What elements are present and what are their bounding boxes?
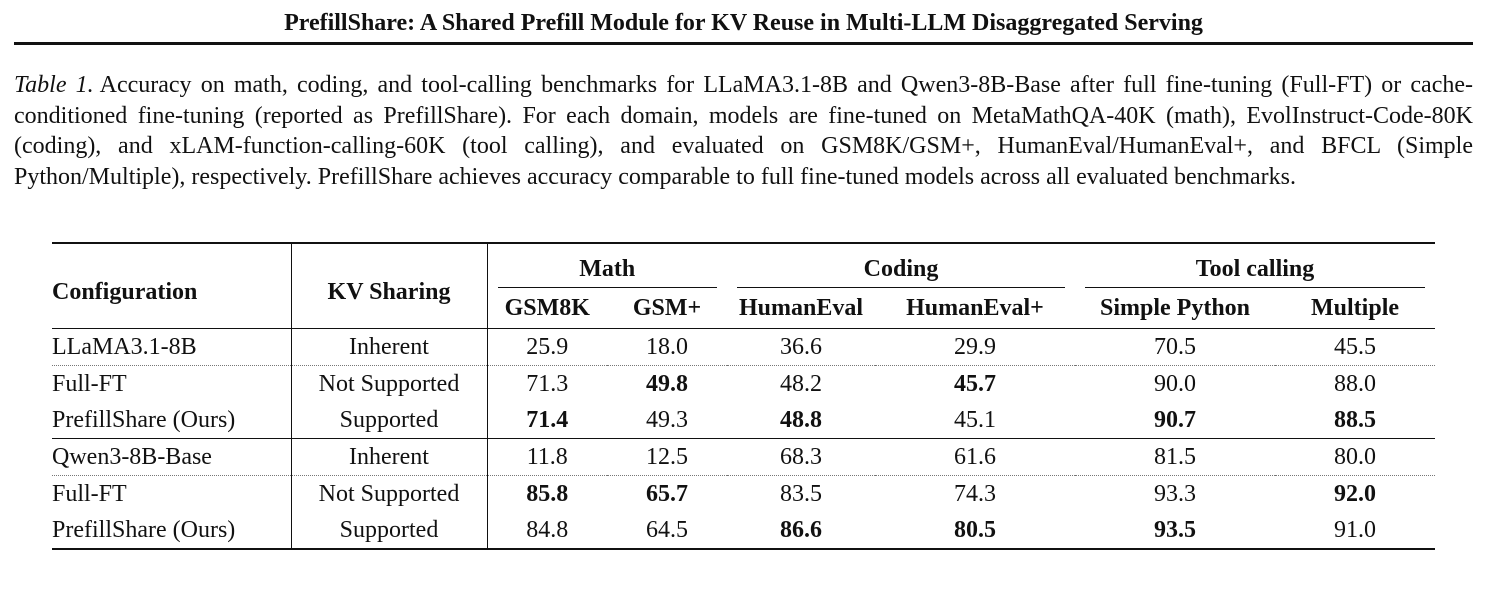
caption-text: Accuracy on math, coding, and tool-calling benchmarks for LLaMA3.1-8B and Qwen3-8B-Base after full fine-tuning (Full-FT) or cache-conditioned fine-tuning (reported as PrefillShare). For each domain, models are fine-tuned on MetaMathQA-40K (math), EvolInstruct-Code-80K (coding), and xLAM-function-calling-60K (tool calling), and evaluated on GSM8K/GSM+, HumanEval/HumanEval+, and BFCL (Simple Python/Multiple), respectively. PrefillShare achieves accuracy comparable to full fine-tuned models across all evaluated benchmarks.: [14, 72, 1473, 190]
cell-value: 45.7: [875, 366, 1075, 403]
cell-value: 81.5: [1075, 439, 1275, 476]
table-row: [52, 439, 1435, 476]
header-group-tool-calling: Tool calling: [1075, 243, 1435, 288]
cell-value: 45.1: [954, 406, 996, 433]
cell-configuration: PrefillShare (Ours): [52, 512, 291, 549]
cell-configuration: LLaMA3.1-8B: [52, 329, 291, 366]
table-row: [52, 402, 1435, 439]
table-caption: [14, 70, 1473, 192]
cell-value: 93.3: [1075, 476, 1275, 513]
cell-value: 65.7: [607, 476, 727, 513]
table-row: [52, 512, 1435, 549]
header-configuration: Configuration: [52, 243, 291, 329]
cell-kv-sharing: Inherent: [291, 329, 487, 366]
cell-value: 11.8: [487, 439, 607, 476]
table-row: [52, 366, 1435, 403]
cell-value: 48.2: [727, 366, 875, 403]
table-row: [52, 329, 1435, 366]
cell-value: 92.0: [1275, 476, 1435, 513]
cell-configuration: Qwen3-8B-Base: [52, 439, 291, 476]
cell-value: 29.9: [875, 329, 1075, 366]
cell-value: 71.3: [487, 366, 607, 403]
cell-value: 68.3: [727, 439, 875, 476]
cell-value: 70.5: [1075, 329, 1275, 366]
cell-value: 49.8: [607, 366, 727, 403]
header-group-coding: Coding: [727, 243, 1075, 288]
cell-value: 83.5: [727, 476, 875, 513]
cell-value: 86.6: [727, 512, 875, 549]
header-group-math: Math: [487, 243, 727, 288]
header-col-gsm-plus: GSM+: [632, 294, 702, 321]
cell-value: 45.5: [1275, 329, 1435, 366]
results-table: [52, 242, 1435, 550]
cell-value: 49.3: [646, 406, 688, 433]
cell-kv-sharing: Supported: [291, 402, 487, 439]
header-col-humaneval-plus: HumanEval+: [906, 294, 1044, 321]
header-rule: [14, 42, 1473, 45]
cell-value: 36.6: [727, 329, 875, 366]
cell-value: 64.5: [607, 512, 727, 549]
cell-configuration: PrefillShare (Ours): [52, 402, 291, 439]
cell-value: 74.3: [875, 476, 1075, 513]
cell-configuration: Full-FT: [52, 366, 291, 403]
cell-kv-sharing: Supported: [291, 512, 487, 549]
cell-value: 80.5: [875, 512, 1075, 549]
cell-value: 80.0: [1275, 439, 1435, 476]
cell-value: 90.0: [1075, 366, 1275, 403]
cell-value: 25.9: [487, 329, 607, 366]
header-row-groups: [52, 243, 1435, 288]
table-row: [52, 476, 1435, 513]
header-kv-sharing: KV Sharing: [291, 243, 487, 329]
cell-value: 84.8: [487, 512, 607, 549]
header-col-gsm8k: GSM8K: [504, 294, 590, 321]
cell-value: 88.0: [1275, 366, 1435, 403]
header-col-simple-python: Simple Python: [1100, 294, 1251, 321]
cell-value: 90.7: [1154, 406, 1197, 433]
cell-value: 18.0: [607, 329, 727, 366]
running-head: PrefillShare: A Shared Prefill Module for KV Reuse in Multi-LLM Disaggregated Serving: [284, 10, 1203, 36]
cell-configuration: Full-FT: [52, 476, 291, 513]
cell-value: 88.5: [1334, 406, 1377, 433]
cell-value: 48.8: [780, 406, 822, 433]
cell-value: 71.4: [526, 406, 569, 433]
cell-value: 93.5: [1075, 512, 1275, 549]
cell-value: 12.5: [607, 439, 727, 476]
cell-value: 61.6: [875, 439, 1075, 476]
caption-label: Table 1.: [14, 72, 94, 98]
cell-kv-sharing: Inherent: [291, 439, 487, 476]
cell-kv-sharing: Not Supported: [291, 366, 487, 403]
cell-kv-sharing: Not Supported: [291, 476, 487, 513]
cell-value: 91.0: [1275, 512, 1435, 549]
header-col-humaneval: HumanEval: [738, 294, 864, 321]
cell-value: 85.8: [487, 476, 607, 513]
header-col-multiple: Multiple: [1311, 294, 1400, 321]
